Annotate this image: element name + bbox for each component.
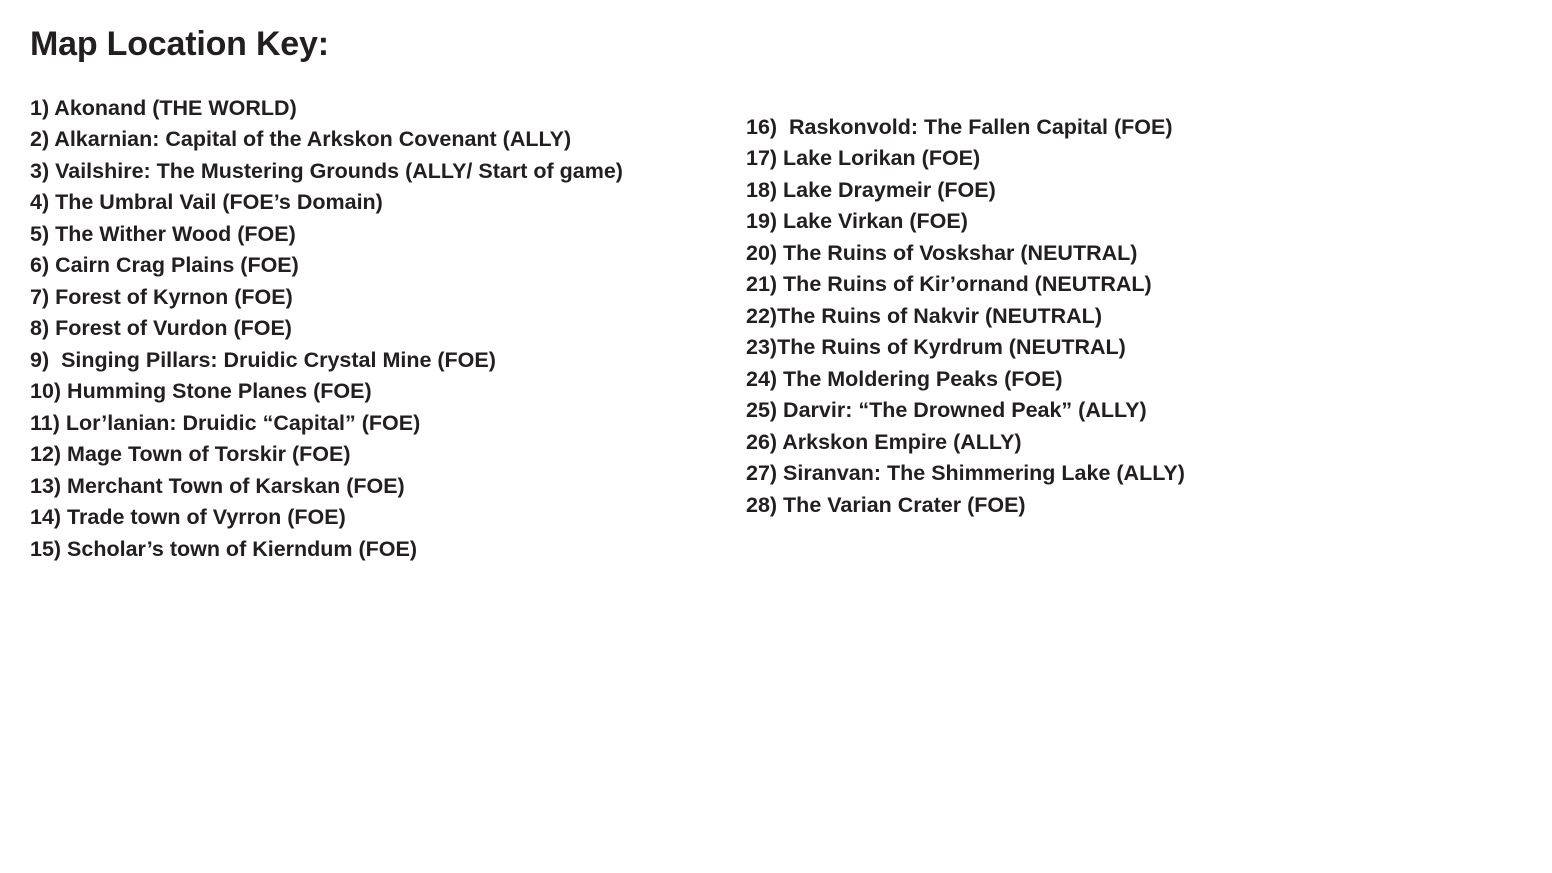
list-item: 1) Akonand (THE WORLD) xyxy=(30,95,297,120)
list-item: 3) Vailshire: The Mustering Grounds (ALLY/ Start of game) xyxy=(30,158,623,183)
key-columns xyxy=(30,93,1522,566)
list-item: 16) Raskonvold: The Fallen Capital (FOE) xyxy=(746,114,1173,139)
list-item: 26) Arkskon Empire (ALLY) xyxy=(746,429,1022,454)
key-column-right xyxy=(690,93,1390,522)
list-item: 28) The Varian Crater (FOE) xyxy=(746,492,1026,517)
list-item: 24) The Moldering Peaks (FOE) xyxy=(746,366,1063,391)
list-item: 19) Lake Virkan (FOE) xyxy=(746,209,968,234)
page-title: Map Location Key: xyxy=(30,25,329,63)
list-item: 22)The Ruins of Nakvir (NEUTRAL) xyxy=(746,303,1102,328)
list-item: 13) Merchant Town of Karskan (FOE) xyxy=(30,473,405,498)
list-item: 14) Trade town of Vyrron (FOE) xyxy=(30,505,346,530)
location-list-left xyxy=(30,93,690,566)
list-item: 10) Humming Stone Planes (FOE) xyxy=(30,379,372,404)
list-item: 20) The Ruins of Voskshar (NEUTRAL) xyxy=(746,240,1138,265)
location-list-right xyxy=(746,112,1390,522)
list-item: 4) The Umbral Vail (FOE’s Domain) xyxy=(30,190,383,215)
list-item: 17) Lake Lorikan (FOE) xyxy=(746,146,981,171)
list-item: 21) The Ruins of Kir’ornand (NEUTRAL) xyxy=(746,272,1152,297)
list-item: 23)The Ruins of Kyrdrum (NEUTRAL) xyxy=(746,335,1126,360)
list-item: 15) Scholar’s town of Kierndum (FOE) xyxy=(30,536,418,561)
list-item: 12) Mage Town of Torskir (FOE) xyxy=(30,442,351,467)
list-item: 18) Lake Draymeir (FOE) xyxy=(746,177,996,202)
list-item: 5) The Wither Wood (FOE) xyxy=(30,221,296,246)
list-item: 27) Siranvan: The Shimmering Lake (ALLY) xyxy=(746,461,1185,486)
list-item: 25) Darvir: “The Drowned Peak” (ALLY) xyxy=(746,398,1147,423)
list-item: 8) Forest of Vurdon (FOE) xyxy=(30,316,292,341)
list-item: 9) Singing Pillars: Druidic Crystal Mine (FOE) xyxy=(30,347,496,372)
key-column-left xyxy=(30,93,690,566)
list-item: 2) Alkarnian: Capital of the Arkskon Covenant (ALLY) xyxy=(30,127,572,152)
list-item: 6) Cairn Crag Plains (FOE) xyxy=(30,253,299,278)
list-item: 7) Forest of Kyrnon (FOE) xyxy=(30,284,293,309)
list-item: 11) Lor’lanian: Druidic “Capital” (FOE) xyxy=(30,410,421,435)
